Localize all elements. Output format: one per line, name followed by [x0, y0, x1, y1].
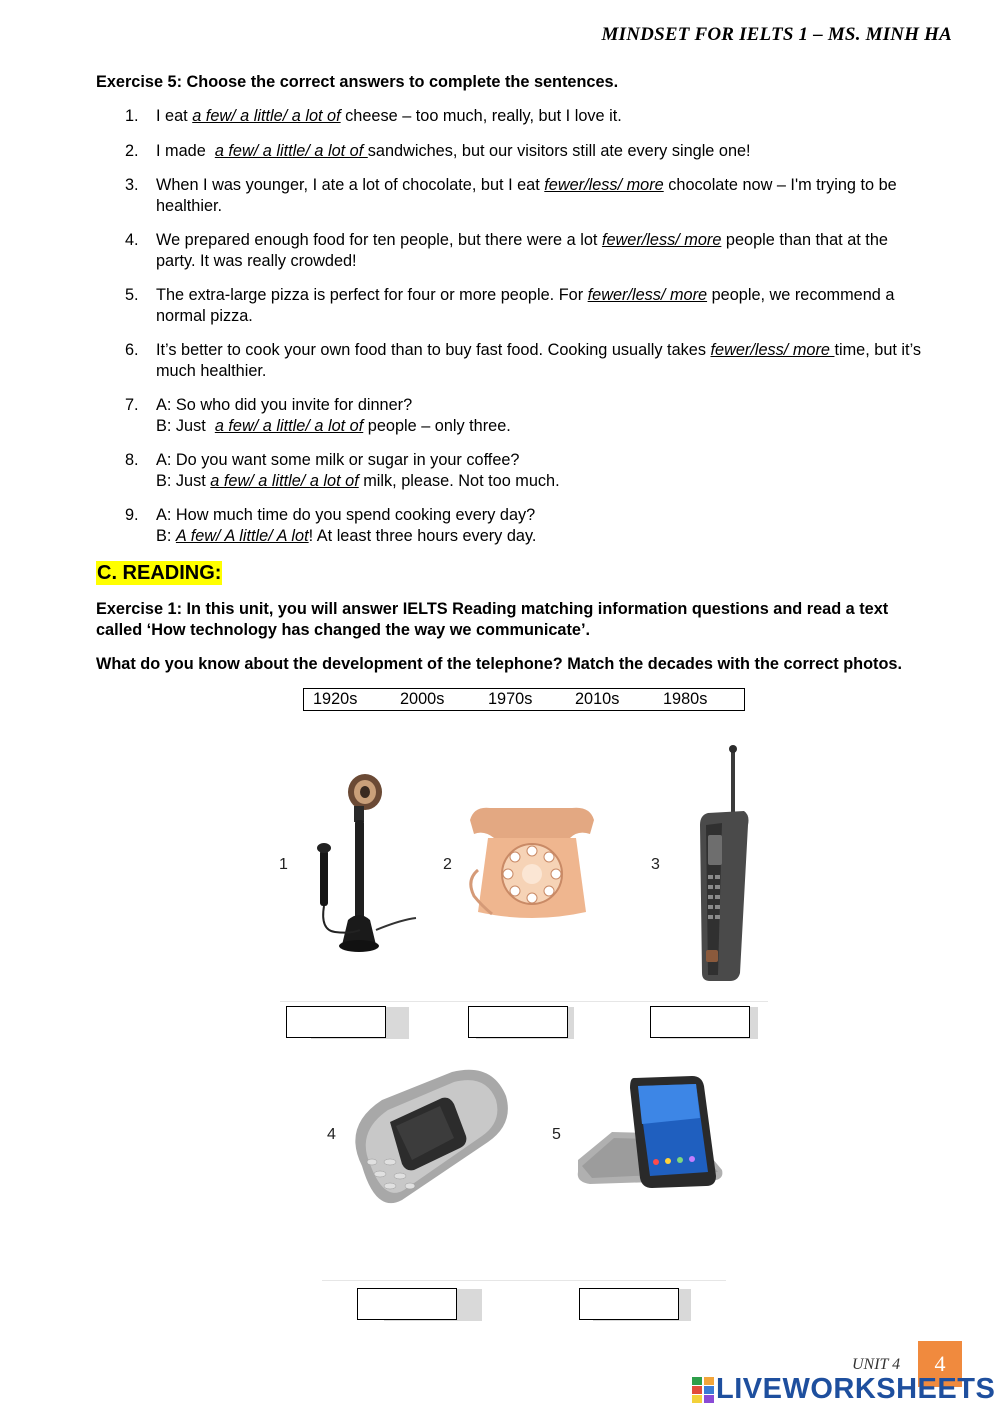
item-number: 1. — [125, 107, 139, 125]
decade-option[interactable]: 2000s — [400, 690, 445, 708]
item-text: chocolate now – I'm trying to be — [663, 176, 897, 194]
answer-choice[interactable]: fewer/less/ more — [710, 341, 835, 359]
item-text: sandwiches, but our visitors still ate every single one! — [367, 142, 751, 160]
rotary-phone-icon — [462, 800, 602, 930]
item-text: milk, please. Not too much. — [358, 472, 560, 490]
answer-choice[interactable]: a few/ a little/ a lot of — [214, 142, 368, 160]
item-text: I made — [156, 142, 215, 160]
decade-option[interactable]: 1980s — [663, 690, 708, 708]
item-text: much healthier. — [156, 362, 267, 380]
item-number: 7. — [125, 396, 139, 414]
item-text: When I was younger, I ate a lot of chocolate, but I eat — [156, 176, 545, 194]
item-text: people, we recommend a — [707, 286, 895, 304]
photo-number: 2 — [443, 856, 452, 873]
item-text: time, but it’s — [834, 341, 922, 359]
answer-choice[interactable]: A few/ A little/ A lot — [175, 527, 309, 545]
item-text: B: — [156, 527, 176, 545]
item-number: 8. — [125, 451, 139, 469]
answer-box-2[interactable] — [468, 1006, 568, 1038]
answer-choice[interactable]: fewer/less/ more — [544, 176, 664, 194]
item-text: people – only three. — [363, 417, 511, 435]
item-text: A: Do you want some milk or sugar in your coffee? — [156, 451, 520, 469]
item-text: cheese – too much, really, but I love it. — [340, 107, 622, 125]
item-text: A: So who did you invite for dinner? — [156, 396, 413, 414]
document-header: MINDSET FOR IELTS 1 – MS. MINH HA — [601, 24, 952, 45]
answer-box-3[interactable] — [650, 1006, 750, 1038]
item-number: 4. — [125, 231, 139, 249]
photo-number: 4 — [327, 1126, 336, 1143]
list-item — [125, 450, 948, 492]
item-text: A: How much time do you spend cooking every day? — [156, 506, 536, 524]
decades-word-bank — [303, 688, 745, 711]
exercise-1-line: Exercise 1: In this unit, you will answer IELTS Reading matching information questions and read a text — [96, 600, 889, 618]
brand-text: LIVEWORKSHEETS — [716, 1373, 996, 1405]
divider — [322, 1280, 726, 1281]
item-text: normal pizza. — [156, 307, 253, 325]
answer-box-4[interactable] — [357, 1288, 457, 1320]
item-text: ! At least three hours every day. — [308, 527, 537, 545]
item-number: 2. — [125, 142, 139, 160]
exercise-5-title: Exercise 5: Choose the correct answers to complete the sentences. — [96, 73, 619, 91]
divider — [280, 1001, 768, 1002]
liveworksheets-icon — [692, 1377, 714, 1403]
list-item — [125, 175, 948, 217]
item-number: 6. — [125, 341, 139, 359]
answer-choice[interactable]: a few/ a little/ a lot of — [210, 472, 359, 490]
section-heading-reading: C. READING: — [97, 562, 222, 584]
smartphone-icon — [572, 1074, 728, 1194]
decade-option[interactable]: 1920s — [313, 690, 358, 708]
decade-option[interactable]: 2010s — [575, 690, 620, 708]
exercise-1-title — [96, 599, 888, 641]
item-text: people than that at the — [721, 231, 888, 249]
item-text: healthier. — [156, 197, 223, 215]
decade-option[interactable]: 1970s — [488, 690, 533, 708]
answer-choice[interactable]: fewer/less/ more — [601, 231, 722, 249]
list-item — [125, 141, 948, 162]
exercise-1-question: What do you know about the development of the telephone? Match the decades with the correct photos. — [96, 655, 902, 673]
item-text: B: Just — [156, 417, 215, 435]
answer-box-1[interactable] — [286, 1006, 386, 1038]
liveworksheets-logo — [692, 1372, 995, 1406]
photo-number: 3 — [651, 856, 660, 873]
early-cellphone-icon — [342, 1066, 512, 1216]
item-text: B: Just — [156, 472, 211, 490]
item-text: We prepared enough food for ten people, but there were a lot — [156, 231, 602, 249]
item-text: party. It was really crowded! — [156, 252, 357, 270]
list-item — [125, 285, 948, 327]
list-item — [125, 230, 948, 272]
brick-mobile-phone-icon — [690, 745, 760, 985]
item-number: 5. — [125, 286, 139, 304]
answer-box-5[interactable] — [579, 1288, 679, 1320]
item-number: 3. — [125, 176, 139, 194]
unit-label: UNIT 4 — [852, 1356, 901, 1373]
item-text: The extra-large pizza is perfect for four or more people. For — [156, 286, 588, 304]
list-item — [125, 505, 948, 547]
page-number-badge: 4 — [918, 1341, 962, 1387]
answer-choice[interactable]: a few/ a little/ a lot of — [192, 107, 341, 125]
answer-choice[interactable]: a few/ a little/ a lot of — [214, 417, 364, 435]
candlestick-phone-icon — [290, 770, 420, 960]
item-number: 9. — [125, 506, 139, 524]
list-item — [125, 106, 948, 127]
photo-number: 5 — [552, 1126, 561, 1143]
item-text: I eat — [156, 107, 193, 125]
item-text: It’s better to cook your own food than to buy fast food. Cooking usually takes — [156, 341, 711, 359]
exercise-1-line: called ‘How technology has changed the way we communicate’. — [96, 621, 590, 639]
list-item — [125, 340, 948, 382]
photo-number: 1 — [279, 856, 288, 873]
list-item — [125, 395, 948, 437]
answer-choice[interactable]: fewer/less/ more — [587, 286, 708, 304]
